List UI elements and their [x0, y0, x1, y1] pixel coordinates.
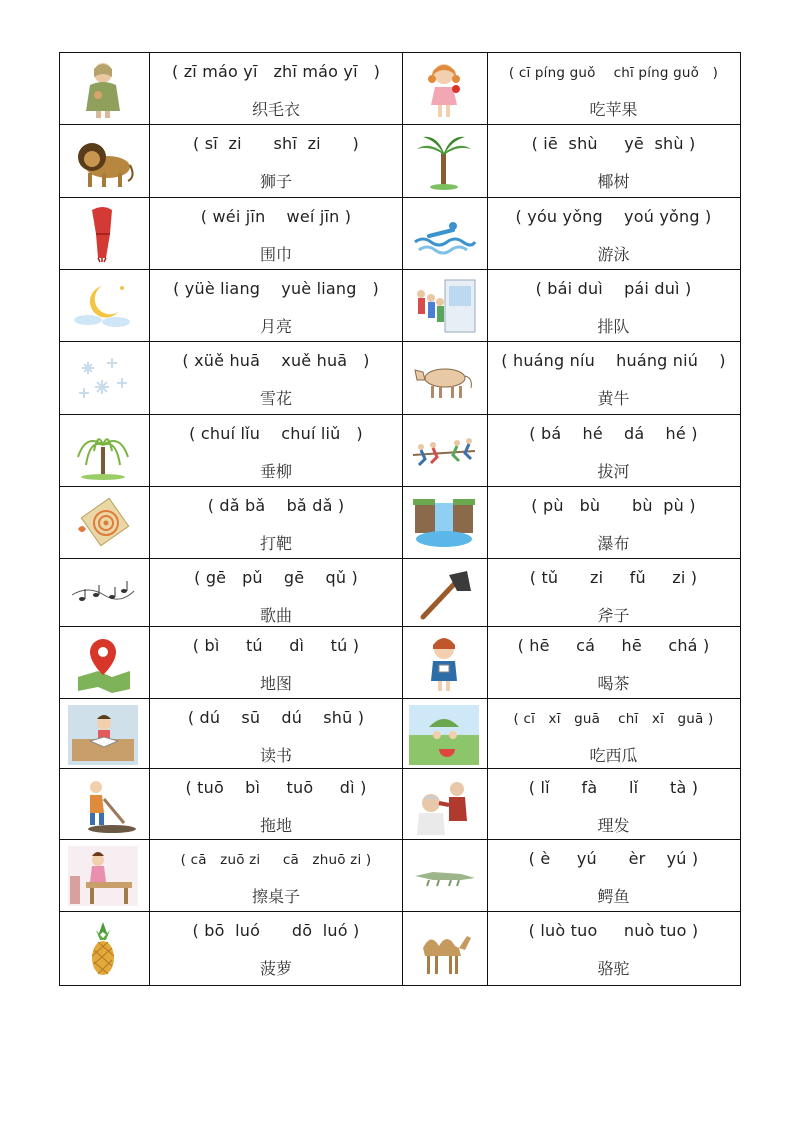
pinyin-options: ( bō luó dō luó )	[192, 921, 360, 940]
right-picture-cell	[403, 912, 488, 985]
left-picture-cell	[60, 769, 150, 839]
haircut-icon	[409, 775, 479, 835]
waterfall-icon	[409, 493, 479, 553]
target-icon	[68, 493, 138, 553]
pinyin-options: ( lǐ fà lǐ tà )	[528, 778, 699, 797]
pinyin-options: ( zī máo yī zhī máo yī )	[171, 62, 381, 81]
pinyin-options: ( yóu yǒng yoú yǒng )	[515, 207, 712, 226]
chinese-word: 喝茶	[597, 674, 630, 693]
reading-icon	[68, 705, 138, 765]
snowflake-icon	[68, 348, 138, 408]
right-picture-cell	[403, 487, 488, 558]
pinyin-options: ( bì tú dì tú )	[192, 636, 360, 655]
pinyin-options: ( sī zi shī zi )	[193, 134, 359, 153]
chinese-word: 黄牛	[597, 389, 630, 408]
pinyin-options: ( dǎ bǎ bǎ dǎ )	[207, 496, 345, 515]
left-picture-cell	[60, 912, 150, 985]
left-word-cell	[150, 270, 403, 341]
pinyin-options: ( xüě huā xuě huā )	[182, 351, 370, 370]
left-picture-cell	[60, 699, 150, 768]
chinese-word: 雪花	[259, 389, 292, 408]
right-picture-cell	[403, 415, 488, 486]
right-word-cell	[488, 559, 739, 626]
pinyin-options: ( cī píng guǒ chī píng guǒ )	[508, 65, 719, 81]
knitting-girl-icon	[68, 59, 138, 119]
chinese-word: 拔河	[597, 462, 630, 481]
left-picture-cell	[60, 559, 150, 626]
left-word-cell	[150, 198, 403, 269]
left-picture-cell	[60, 840, 150, 911]
right-picture-cell	[403, 769, 488, 839]
chinese-word: 菠萝	[259, 959, 292, 978]
right-word-cell	[488, 627, 739, 698]
pinyin-options: ( è yú èr yú )	[528, 849, 699, 868]
pinyin-options: ( cī xī guā chī xī guā )	[513, 711, 714, 727]
pinyin-options: ( tǔ zi fǔ zi )	[529, 568, 698, 587]
right-picture-cell	[403, 699, 488, 768]
table-row	[60, 270, 740, 342]
queue-icon	[409, 276, 479, 336]
right-picture-cell	[403, 53, 488, 124]
table-row	[60, 53, 740, 125]
right-word-cell	[488, 699, 739, 768]
chinese-word: 读书	[259, 746, 292, 765]
table-row	[60, 198, 740, 270]
moon-icon	[68, 276, 138, 336]
right-word-cell	[488, 125, 739, 197]
pinyin-options: ( dú sū dú shū )	[187, 708, 365, 727]
right-word-cell	[488, 342, 739, 414]
chinese-word: 骆驼	[597, 959, 630, 978]
chinese-word: 游泳	[597, 245, 630, 264]
left-picture-cell	[60, 198, 150, 269]
tug-of-war-icon	[409, 421, 479, 481]
table-row	[60, 125, 740, 198]
camel-icon	[409, 918, 479, 978]
axe-icon	[409, 565, 479, 625]
scarf-icon	[68, 204, 138, 264]
chinese-word: 理发	[597, 816, 630, 835]
chinese-word: 拖地	[259, 816, 292, 835]
table-row	[60, 342, 740, 415]
right-picture-cell	[403, 270, 488, 341]
apple-girl-icon	[409, 59, 479, 119]
chinese-word: 狮子	[259, 172, 292, 191]
chinese-word: 斧子	[597, 606, 630, 625]
watermelon-icon	[409, 705, 479, 765]
pinyin-options: ( hē cá hē chá )	[517, 636, 710, 655]
left-word-cell	[150, 487, 403, 558]
right-picture-cell	[403, 198, 488, 269]
left-picture-cell	[60, 627, 150, 698]
table-row	[60, 840, 740, 912]
right-word-cell	[488, 912, 739, 985]
right-picture-cell	[403, 342, 488, 414]
table-row	[60, 699, 740, 769]
pinyin-options: ( bái duì pái duì )	[535, 279, 692, 298]
chinese-word: 歌曲	[259, 606, 292, 625]
cow-icon	[409, 348, 479, 408]
pineapple-icon	[68, 918, 138, 978]
chinese-word: 鳄鱼	[597, 887, 630, 906]
pinyin-options: ( chuí lǐu chuí liǔ )	[189, 424, 363, 443]
table-row	[60, 487, 740, 559]
pinyin-options: ( iē shù yē shù )	[531, 134, 696, 153]
chinese-word: 排队	[597, 317, 630, 336]
table-row	[60, 912, 740, 985]
right-word-cell	[488, 53, 739, 124]
chinese-word: 垂柳	[259, 462, 292, 481]
pinyin-options: ( cā zuō zi cā zhuō zi )	[180, 852, 372, 868]
chinese-word: 瀑布	[597, 534, 630, 553]
left-picture-cell	[60, 342, 150, 414]
lion-icon	[68, 131, 138, 191]
tea-girl-icon	[409, 633, 479, 693]
left-picture-cell	[60, 53, 150, 124]
pinyin-options: ( pù bù bù pù )	[531, 496, 696, 515]
table-row	[60, 769, 740, 840]
wipe-table-icon	[68, 846, 138, 906]
left-word-cell	[150, 912, 403, 985]
pinyin-options: ( gē pǔ gē qǔ )	[194, 568, 358, 587]
right-word-cell	[488, 487, 739, 558]
mopping-icon	[68, 775, 138, 835]
pinyin-options: ( huáng níu huáng niú )	[501, 351, 726, 370]
chinese-word: 椰树	[597, 172, 630, 191]
table-row	[60, 627, 740, 699]
table-row	[60, 559, 740, 627]
left-word-cell	[150, 559, 403, 626]
chinese-word: 围巾	[259, 245, 292, 264]
chinese-word: 打靶	[259, 534, 292, 553]
chinese-word: 地图	[259, 674, 292, 693]
left-picture-cell	[60, 487, 150, 558]
right-word-cell	[488, 415, 739, 486]
left-word-cell	[150, 342, 403, 414]
pinyin-options: ( yüè liang yuè liang )	[173, 279, 379, 298]
right-picture-cell	[403, 627, 488, 698]
music-notes-icon	[68, 565, 138, 625]
left-picture-cell	[60, 415, 150, 486]
pinyin-options: ( wéi jīn weí jīn )	[200, 207, 352, 226]
right-word-cell	[488, 198, 739, 269]
chinese-word: 擦桌子	[251, 887, 300, 906]
palm-tree-icon	[409, 131, 479, 191]
left-word-cell	[150, 769, 403, 839]
pinyin-options: ( luò tuo nuò tuo )	[528, 921, 699, 940]
table-row	[60, 415, 740, 487]
right-picture-cell	[403, 559, 488, 626]
left-word-cell	[150, 415, 403, 486]
right-word-cell	[488, 769, 739, 839]
left-picture-cell	[60, 270, 150, 341]
right-word-cell	[488, 270, 739, 341]
left-word-cell	[150, 125, 403, 197]
left-picture-cell	[60, 125, 150, 197]
chinese-word: 织毛衣	[251, 100, 300, 119]
pinyin-options: ( bá hé dá hé )	[529, 424, 698, 443]
right-picture-cell	[403, 840, 488, 911]
left-word-cell	[150, 53, 403, 124]
chinese-word: 吃苹果	[589, 100, 638, 119]
left-word-cell	[150, 840, 403, 911]
right-picture-cell	[403, 125, 488, 197]
swimming-icon	[409, 204, 479, 264]
pinyin-options: ( tuō bì tuō dì )	[185, 778, 367, 797]
crocodile-icon	[409, 846, 479, 906]
chinese-word: 吃西瓜	[589, 746, 638, 765]
chinese-word: 月亮	[259, 317, 292, 336]
willow-icon	[68, 421, 138, 481]
left-word-cell	[150, 627, 403, 698]
left-word-cell	[150, 699, 403, 768]
right-word-cell	[488, 840, 739, 911]
pinyin-worksheet-table	[59, 52, 741, 986]
map-pin-icon	[68, 633, 138, 693]
